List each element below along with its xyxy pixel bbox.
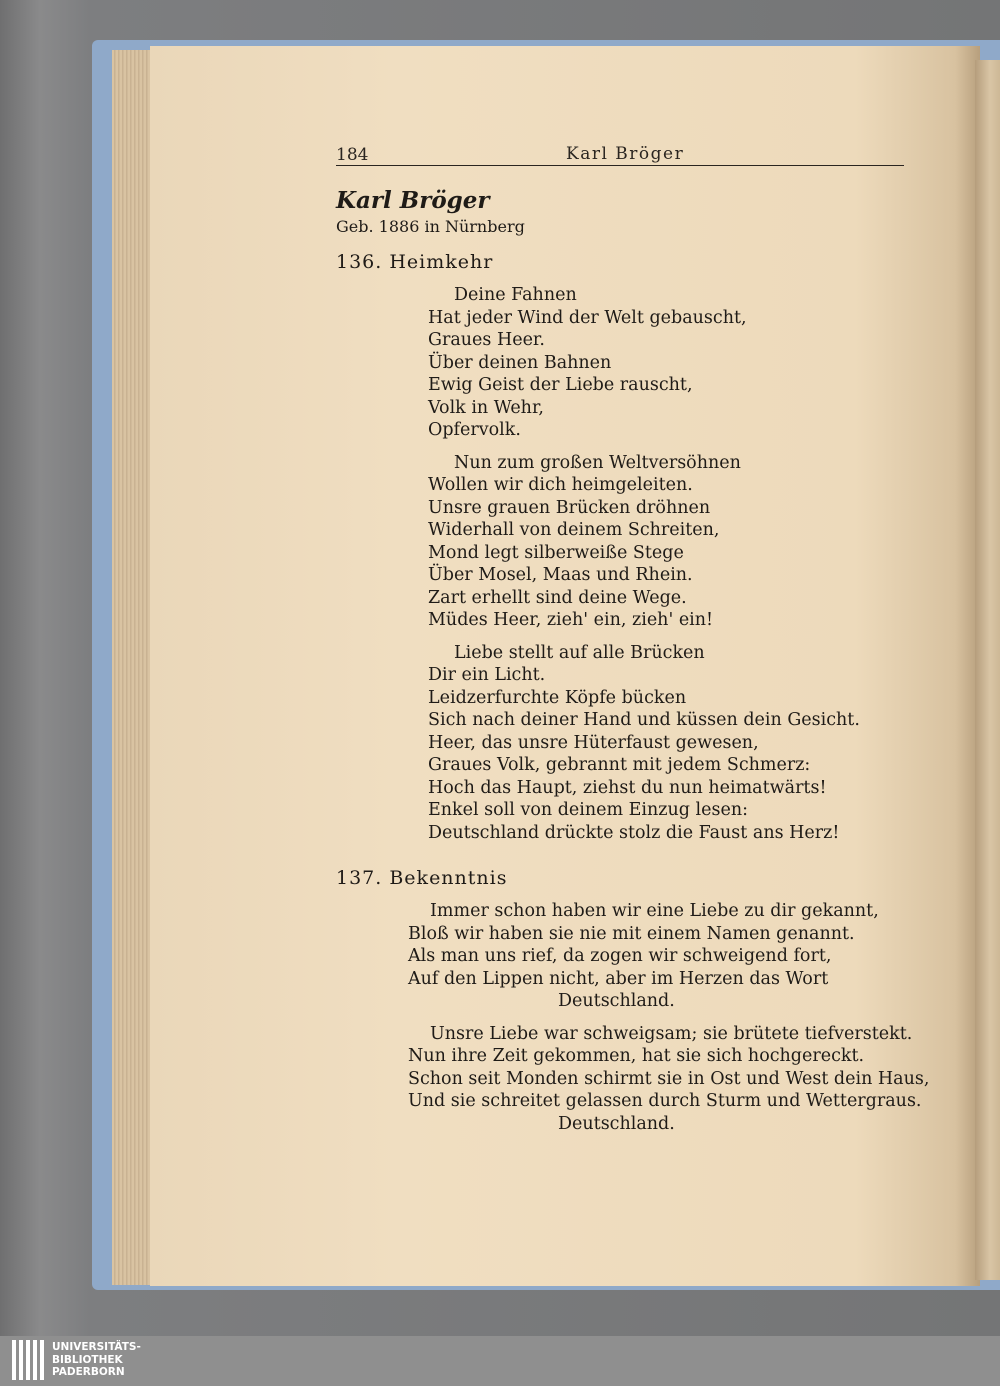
poem-bekenntnis: [336, 866, 930, 1135]
verse-line: Deutschland.: [558, 991, 675, 1011]
stanza: [336, 1023, 930, 1136]
page-number: 184: [336, 145, 369, 165]
verse-line: Leidzerfurchte Köpfe bücken: [428, 687, 687, 708]
verse-line: Graues Volk, gebrannt mit jedem Schmerz:: [428, 755, 811, 775]
verse-line: Zart erhellt sind deine Wege.: [428, 587, 687, 608]
verse-line: Deutschland.: [558, 1113, 675, 1134]
library-logo-icon: [12, 1340, 44, 1380]
page-content: [336, 186, 930, 1135]
stanza: [336, 284, 926, 442]
poem-title: 136. Heimkehr: [336, 251, 494, 273]
library-line: PADERBORN: [52, 1366, 125, 1379]
author-birth: Geb. 1886 in Nürnberg: [336, 217, 525, 236]
verse-line: Volk in Wehr,: [428, 397, 544, 418]
verse-line: Enkel soll von deinem Einzug lesen:: [428, 800, 748, 820]
verse-line: Unsre Liebe war schweigsam; sie brütete tiefverstekt.: [430, 1023, 913, 1044]
stanza: [336, 452, 926, 632]
verse-line: Hat jeder Wind der Welt gebauscht,: [428, 307, 747, 328]
verse-line: Graues Heer.: [428, 330, 545, 350]
verse-line: Immer schon haben wir eine Liebe zu dir gekannt,: [430, 901, 879, 921]
verse-line: Liebe stellt auf alle Brücken: [454, 642, 705, 663]
poem-title: 137. Bekenntnis: [336, 867, 508, 889]
verse-line: Über Mosel, Maas und Rhein.: [428, 565, 693, 585]
verse-line: Schon seit Monden schirmt sie in Ost und West dein Haus,: [408, 1068, 930, 1089]
verse-line: Ewig Geist der Liebe rauscht,: [428, 375, 693, 395]
verse-line: Mond legt silberweiße Stege: [428, 542, 684, 563]
verse-line: Müdes Heer, zieh' ein, zieh' ein!: [428, 610, 714, 630]
poem-heimkehr: [336, 250, 926, 844]
stanza: [336, 900, 926, 1013]
verse-line: Deutschland drückte stolz die Faust ans Herz!: [428, 822, 840, 843]
library-logo-text: [52, 1341, 141, 1379]
verse-line: Nun zum großen Weltversöhnen: [454, 452, 741, 473]
verse-line: Deine Fahnen: [454, 285, 577, 305]
verse-line: Wollen wir dich heimgeleiten.: [428, 475, 693, 495]
author-name: Karl Bröger: [336, 187, 490, 214]
library-line: BIBLIOTHEK: [52, 1353, 123, 1366]
library-line: UNIVERSITÄTS-: [52, 1341, 141, 1354]
verse-line: Nun ihre Zeit gekommen, hat sie sich hochgereckt.: [408, 1046, 865, 1066]
verse-line: Opfervolk.: [428, 420, 521, 440]
verse-line: Und sie schreitet gelassen durch Sturm und Wettergraus.: [408, 1091, 922, 1111]
verse-line: Unsre grauen Brücken dröhnen: [428, 497, 711, 518]
verse-line: Bloß wir haben sie nie mit einem Namen genannt.: [408, 923, 855, 944]
next-page-edge: [975, 60, 1000, 1280]
verse-line: Dir ein Licht.: [428, 665, 546, 685]
verse-line: Als man uns rief, da zogen wir schweigend fort,: [408, 946, 832, 966]
verse-line: Hoch das Haupt, ziehst du nun heimatwärts!: [428, 777, 827, 798]
verse-line: Sich nach deiner Hand und küssen dein Gesicht.: [428, 710, 860, 730]
page-edges: [112, 50, 152, 1285]
library-logo: [12, 1340, 141, 1380]
verse-line: Heer, das unsre Hüterfaust gewesen,: [428, 732, 759, 753]
stanza: [336, 642, 926, 845]
verse-line: Über deinen Bahnen: [428, 352, 612, 373]
header-rule: [336, 165, 904, 166]
verse-line: Widerhall von deinem Schreiten,: [428, 520, 720, 540]
running-title: Karl Bröger: [566, 144, 685, 164]
verse-line: Auf den Lippen nicht, aber im Herzen das Wort: [408, 968, 829, 989]
